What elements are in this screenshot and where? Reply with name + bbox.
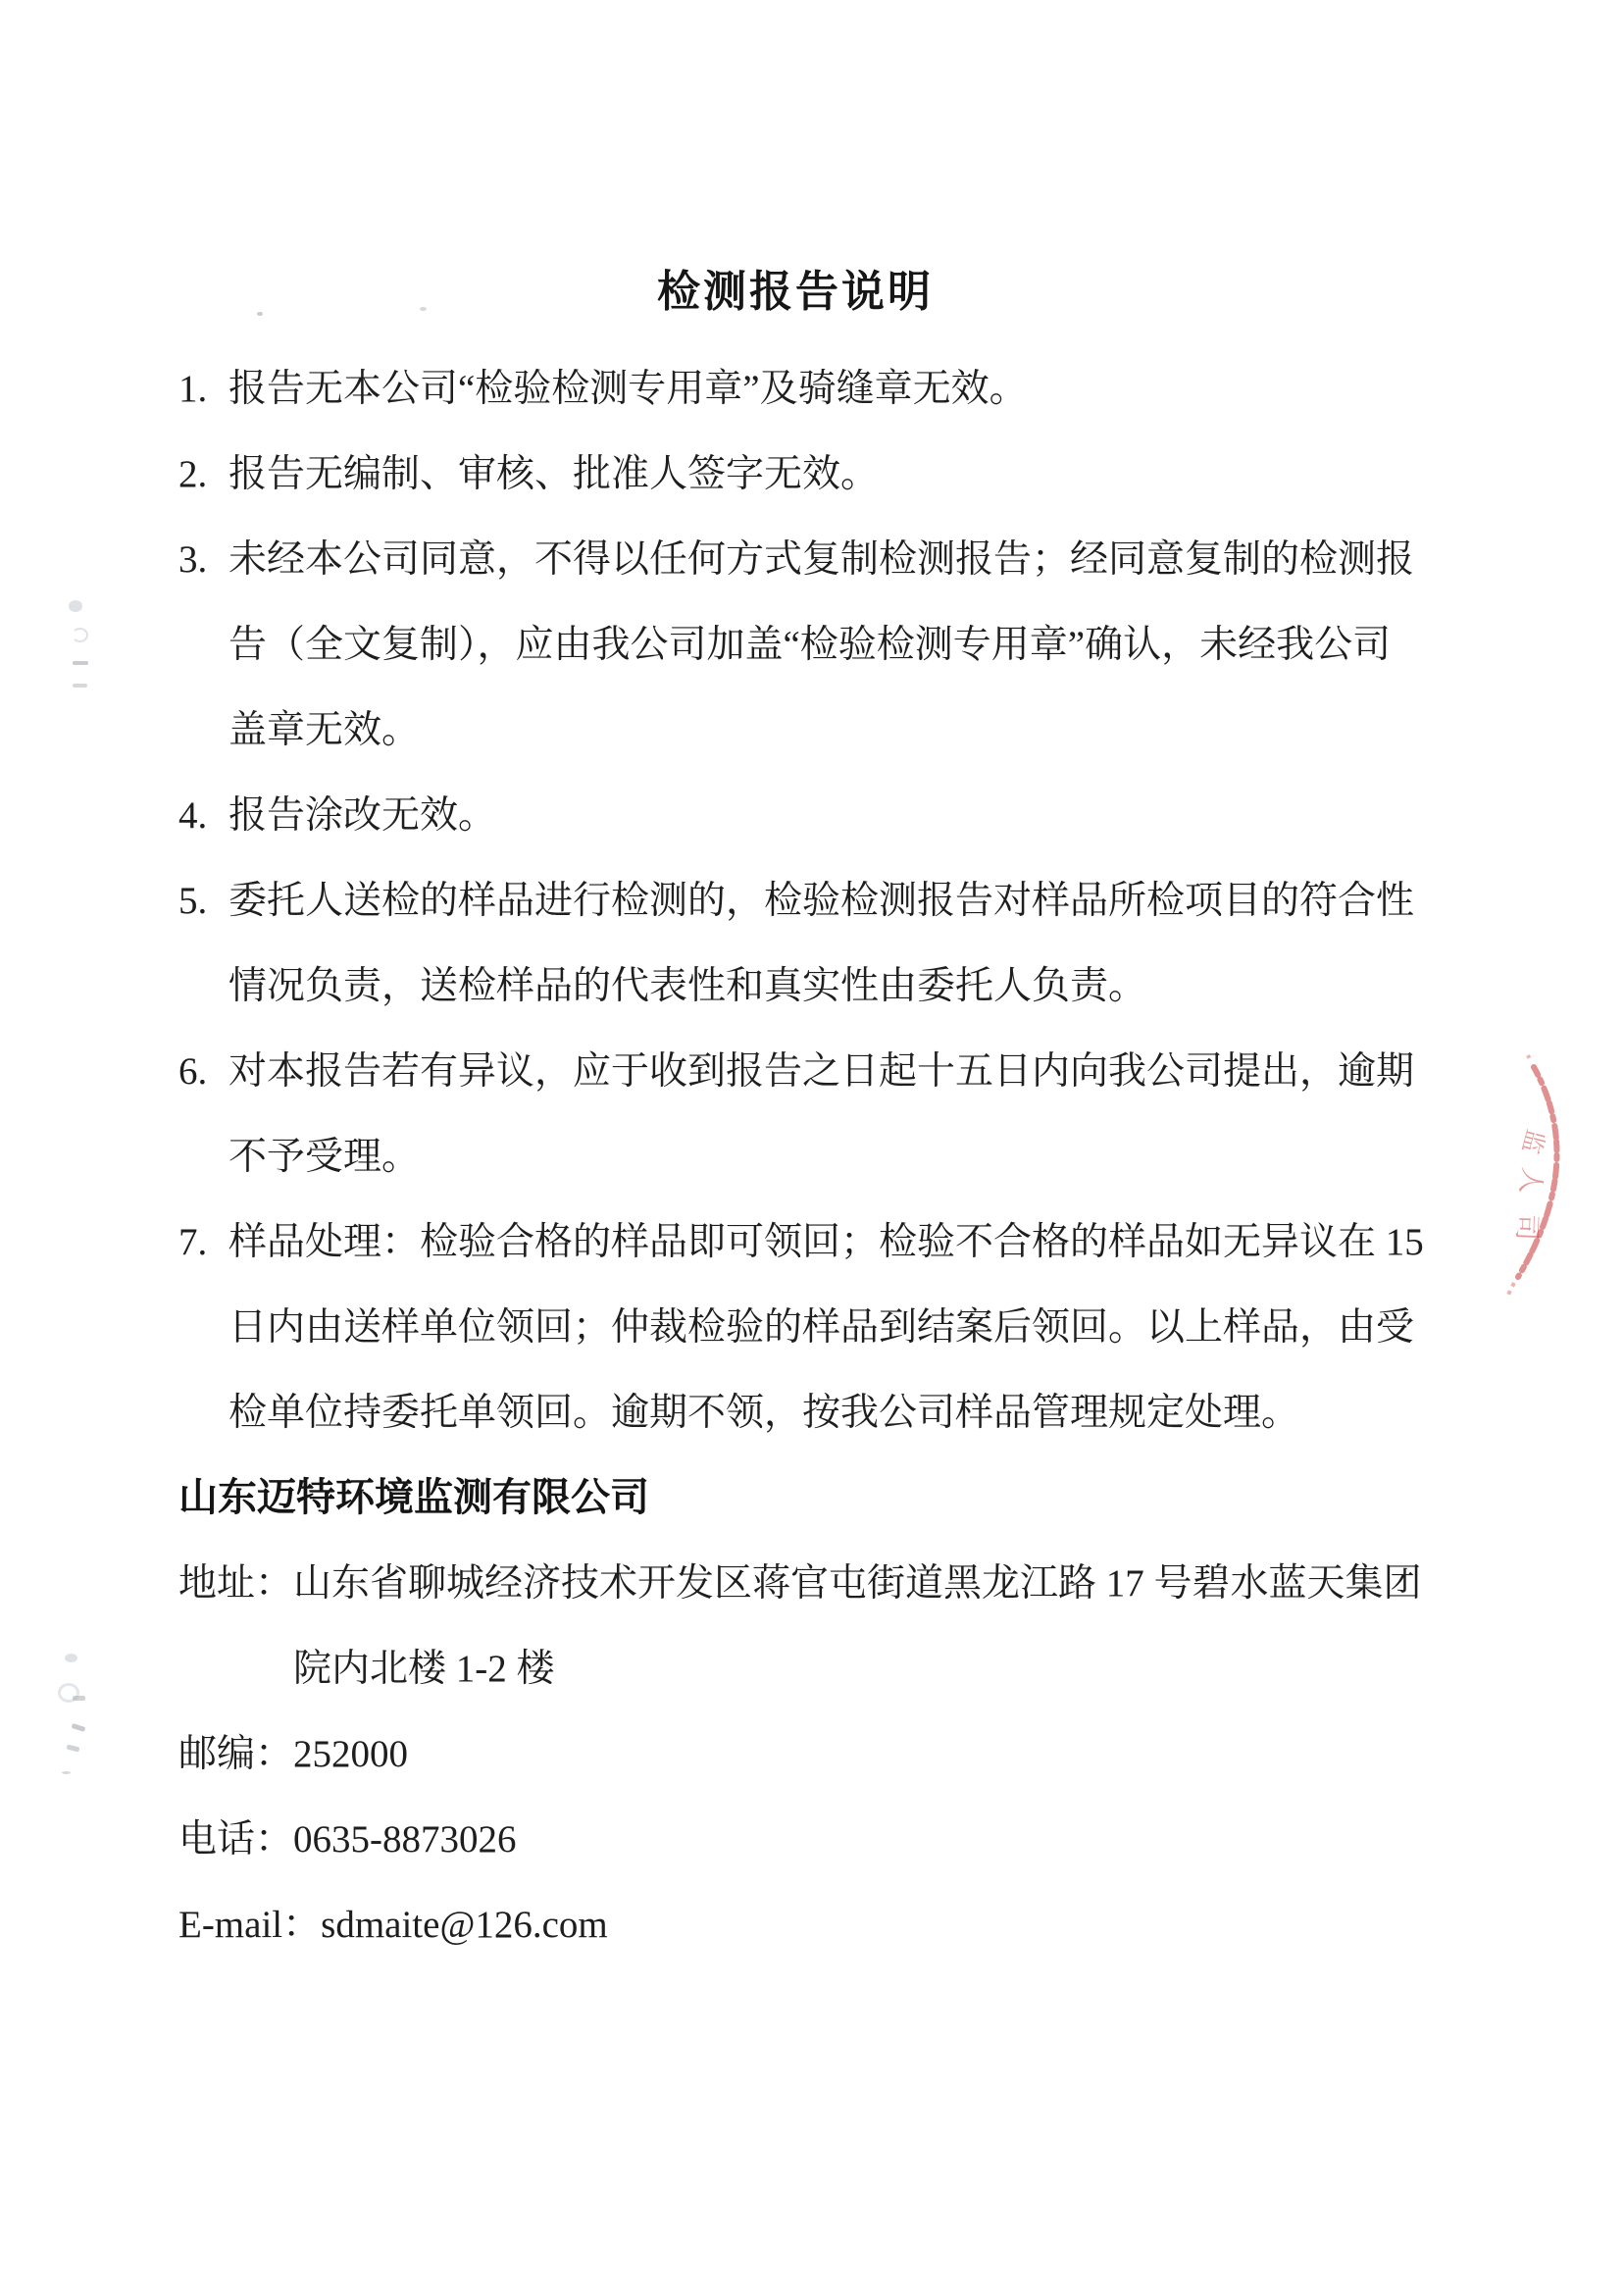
list-item-7 [178,1199,1424,1455]
stamp-character: 监 [1517,1126,1549,1157]
list-item-4 [178,773,1412,858]
item-number: 1. [178,368,208,410]
scan-artifact [62,1771,71,1774]
stamp-character: 人 [1514,1165,1548,1197]
page-title: 检测报告说明 [657,268,934,316]
address-line-2: 院内北楼 1-2 楼 [293,1648,555,1690]
address-line-1: 山东省聊城经济技术开发区蒋官屯街道黑龙江路 17 号碧水蓝天集团 [293,1562,1422,1605]
list-item-1 [178,346,1412,432]
address-row [178,1541,1422,1711]
item-text: 委托人送检的样品进行检测的，检验检测报告对样品所检项目的符合性 [228,880,1415,922]
item-text: 日内由送样单位领回；仲裁检验的样品到结案后领回。以上样品，由受 [228,1306,1415,1349]
list-item-3 [178,517,1415,773]
item-text: 未经本公司同意，不得以任何方式复制检测报告；经同意复制的检测报 [228,538,1415,581]
item-text: 盖章无效。 [228,709,421,751]
seam-stamp-icon [1471,1030,1624,1324]
email-row [178,1882,1412,1967]
scan-artifact [73,684,87,688]
company-name: 山东迈特环境监测有限公司 [178,1476,649,1519]
item-number: 5. [178,880,208,922]
phone-label: 电话： [178,1818,294,1861]
item-text: 情况负责，送检样品的代表性和真实性由委托人负责。 [228,965,1147,1007]
item-text: 报告无编制、审核、批准人签字无效。 [228,453,880,495]
item-number: 2. [178,453,208,495]
item-text: 报告涂改无效。 [228,794,497,837]
phone-value: 0635-8873026 [293,1818,517,1861]
scan-artifact [69,600,82,612]
item-number: 4. [178,794,208,837]
scan-artifact [72,628,88,642]
scan-artifact [257,312,263,316]
scan-artifact [73,1696,85,1701]
address-label: 地址： [178,1562,294,1605]
email-label: E-mail： [178,1904,322,1946]
postal-row [178,1711,1412,1797]
item-number: 3. [178,538,208,581]
item-text: 告（全文复制），应由我公司加盖“检验检测专用章”确认，未经我公司 [228,624,1392,666]
item-number: 6. [178,1050,208,1093]
list-item-6 [178,1029,1415,1199]
stamp-arc [1471,1030,1624,1324]
item-text: 对本报告若有异议，应于收到报告之日起十五日内向我公司提出，逾期 [228,1050,1415,1093]
item-number: 7. [178,1221,208,1263]
item-text: 检单位持委托单领回。逾期不领，按我公司样品管理规定处理。 [228,1392,1300,1434]
document-content [178,249,1424,1967]
stamp-character: 司 [1511,1213,1543,1242]
list-item-5 [178,858,1415,1029]
scan-artifact [420,307,427,311]
scan-artifact [72,1723,86,1732]
scan-artifact [67,1745,80,1753]
scan-artifact [65,1654,77,1662]
postal-label: 邮编： [178,1733,294,1775]
item-text: 报告无本公司“检验检测专用章”及骑缝章无效。 [228,368,1028,410]
item-text: 不予受理。 [228,1136,421,1178]
email-value: sdmaite@126.com [321,1904,608,1946]
postal-value: 252000 [293,1733,409,1775]
item-text: 样品处理：检验合格的样品即可领回；检验不合格的样品如无异议在 15 [228,1221,1424,1263]
phone-row [178,1797,1412,1882]
scan-artifact [73,661,88,665]
list-item-2 [178,432,1412,517]
